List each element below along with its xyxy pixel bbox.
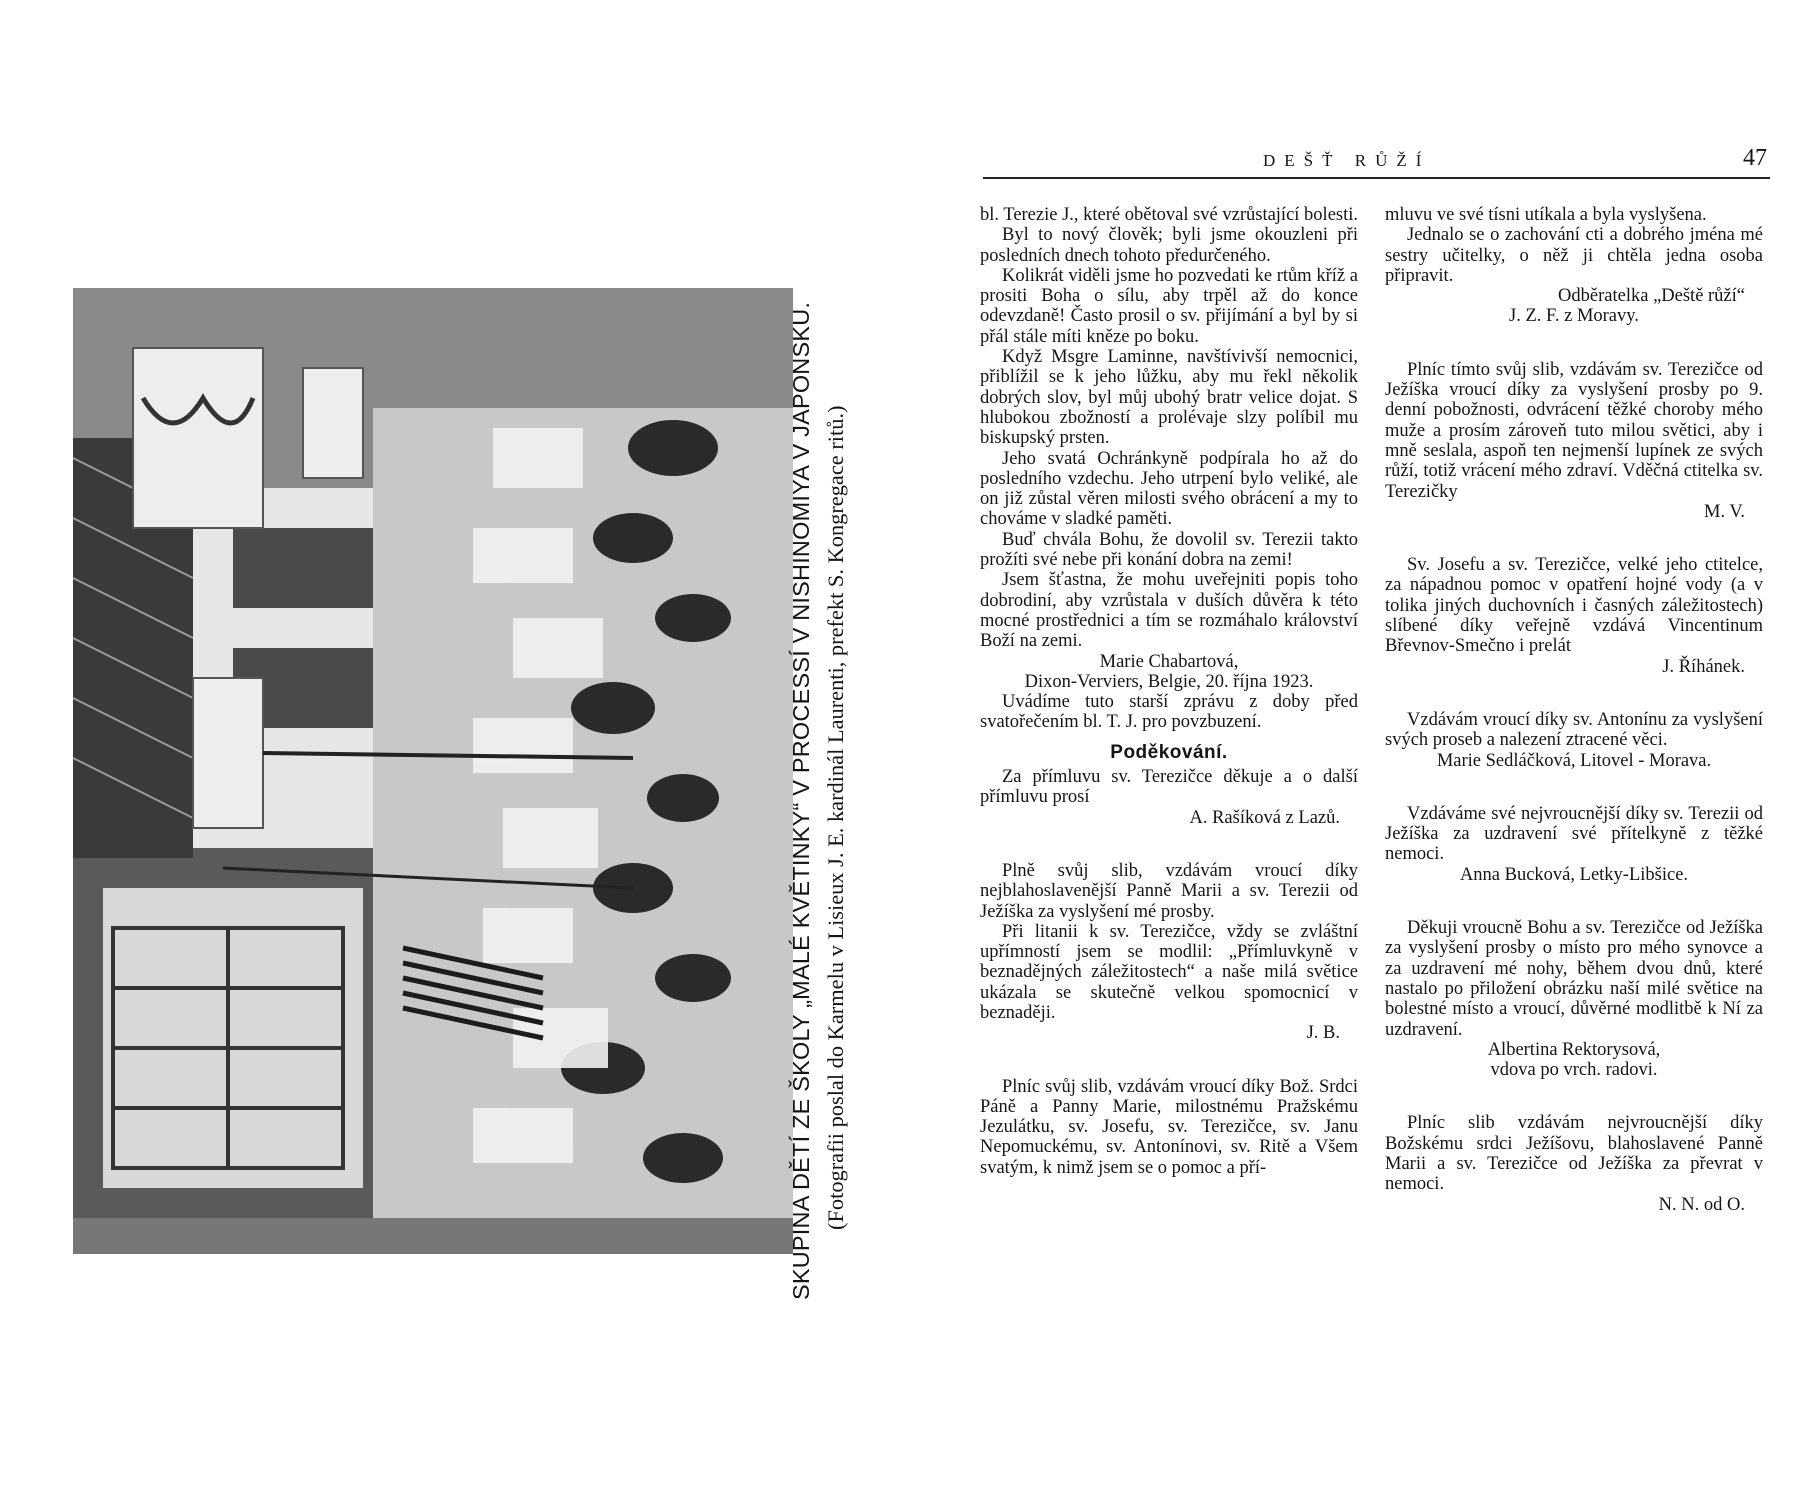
page-number: 47 — [1743, 145, 1767, 171]
paragraph: Byl to nový člověk; byli jsme okouzleni při posledních dnech tohoto předurčeného. — [980, 225, 1358, 266]
signature: Marie Sedláčková, Litovel - Morava. — [1436, 750, 1712, 771]
procession-photo — [73, 288, 793, 1254]
signature: J. Z. F. z Moravy. — [1509, 306, 1639, 327]
paragraph: Při litanii k sv. Terezičce, vždy se zvláštní upřímností jsem se modlil: „Přímluvkyně v beznadějných záležitostech“ a naše milá světice ukázala se skutečně velkou spomocnicí v beznaději. — [980, 921, 1358, 1023]
paragraph: Za přímluvu sv. Terezičce děkuje a o další přímluvu prosí — [980, 767, 1358, 808]
paragraph: Kolikrát viděli jsme ho pozvedati ke rtům kříž a prositi Boha o sílu, aby trpěl až do konce odevzdaně! Často prosil o sv. přijímání a byl by si přál stále míti kněze po boku. — [980, 265, 1358, 347]
paragraph: Plníc svůj slib, vzdávám vroucí díky Bož. Srdci Páně a Panny Marie, milostnému Pražskému Jezulátku, sv. Josefu, sv. Terezičce, sv. Janu Nepomuckému, sv. Antonínovi, sv. Ritě a Všem svatým, k nimž jsem se o pomoc a pří- — [980, 1076, 1358, 1178]
signature: J. B. — [1306, 1023, 1340, 1044]
photo-caption-credit: (Fotografii poslal do Karmelu v Lisieux J. E. kardinál Laurenti, prefekt S. Kongregace ritů.) — [823, 405, 848, 1230]
text-column-left — [980, 205, 1358, 1178]
text-column-right — [1385, 205, 1763, 1215]
signature: N. N. od O. — [1658, 1194, 1745, 1215]
signature: Anna Bucková, Letky-Libšice. — [1459, 864, 1689, 885]
paragraph: Buď chvála Bohu, že dovolil sv. Terezii takto prožíti své nebe při konání dobra na zemi! — [980, 529, 1358, 571]
signature: Albertina Rektorysová, — [1487, 1039, 1661, 1060]
paragraph: Sv. Josefu a sv. Terezičce, velké jeho ctitelce, za nápadnou pomoc v opatření hojné vody (a v tolika jiných duchovních i časných záležitostech) slíbené díky veřejně vzdává Vincentinum Břevnov-Smečno i prelát — [1385, 555, 1763, 657]
signature: Odběratelka „Deště růží“ — [1558, 286, 1745, 307]
signature-place: Dixon-Verviers, Belgie, 20. října 1923. — [1024, 671, 1314, 692]
paragraph: Plníc slib vzdávám nejvroucnější díky Božskému srdci Ježíšovu, blahoslavené Panně Marii a sv. Terezičce od Ježíška za převrat v nemoci. — [1385, 1113, 1763, 1195]
paragraph: bl. Terezie J., které obětoval své vzrůstající bolesti. — [980, 205, 1359, 225]
paragraph: mluvu ve své tísni utíkala a byla vyslyšena. — [1385, 205, 1707, 225]
signature: M. V. — [1704, 501, 1745, 522]
editor-note: Uvádíme tuto starší zprávu z doby před svatořečením bl. T. J. pro povzbuzení. — [980, 692, 1358, 733]
paragraph: Jeho svatá Ochránkyně podpírala ho až do posledního vzdechu. Jeho utrpení bylo veliké, ale on již zůstal věren milosti svého obrácení a my to chováme v sladké paměti. — [980, 448, 1358, 530]
paragraph: Plně svůj slib, vzdávám vroucí díky nejblahoslavenější Panně Marii a sv. Terezii od Ježíška za vyslyšení mé prosby. — [980, 860, 1358, 922]
signature: J. Říhánek. — [1662, 656, 1745, 677]
section-heading: Poděkování. — [1110, 741, 1228, 763]
paragraph: Děkuji vroucně Bohu a sv. Terezičce od Ježíška za vyslyšení prosby o místo pro mého synovce a za uzdravení mé nohy, během dvou dnů, které nastalo po přiložení obrázku naší milé světice na bolestné místo a vroucí, důvěrné modlitbě k Ní za uzdravení. — [1385, 918, 1763, 1040]
paragraph: Jednalo se o zachování cti a dobrého jména mé sestry učitelky, o něž ji chtěla jedna osoba připravit. — [1385, 225, 1763, 286]
signature: A. Rašíková z Lazů. — [1189, 807, 1340, 828]
signature: vdova po vrch. radovi. — [1490, 1060, 1658, 1081]
running-header — [983, 141, 1770, 179]
paragraph: Jsem šťastna, že mohu uveřejniti popis toho dobrodiní, aby vzrůstala v duších důvěra k této mocné prostřednici a tím se rozmáhalo království Boží na zemi. — [980, 570, 1358, 652]
paragraph: Vzdáváme své nejvroucnější díky sv. Terezii od Ježíška za uzdravení své přítelkyně z těžké nemoci. — [1385, 803, 1763, 865]
signature: Marie Chabartová, — [1099, 651, 1239, 672]
paragraph: Vzdávám vroucí díky sv. Antonínu za vyslyšení svých proseb a nalezení ztracené věci. — [1385, 709, 1763, 751]
paragraph: Když Msgre Laminne, navštívivší nemocnici, přiblížil se k jeho lůžku, aby mu řekl několik dobrých slov, byl můj ubohý bratr velice dojat. S hlubokou zbožností a prolévaje slzy políbil mu biskupský prsten. — [980, 347, 1358, 449]
paragraph: Plníc tímto svůj slib, vzdávám sv. Terezičce od Ježíška vroucí díky za vyslyšení prosby po 9. denní pobožnosti, odvrácení těžké choroby mého muže a prosím zároveň tuto milou světici, aby i mně seslala, aspoň ten nejmenší lupínek ze svých růží, totiž vrácení mého zdraví. Vděčná ctitelka sv. Terezičky — [1385, 359, 1763, 502]
photo-illustration — [73, 288, 793, 1254]
photo-caption-title: SKUPINA DĚTÍ ZE ŠKOLY „MALÉ KVĚTINKY“ V PROCESSÍ V NISHINOMIYA V JAPONSKU. — [788, 301, 814, 1300]
running-title: DEŠŤ RŮŽÍ — [1263, 151, 1431, 170]
